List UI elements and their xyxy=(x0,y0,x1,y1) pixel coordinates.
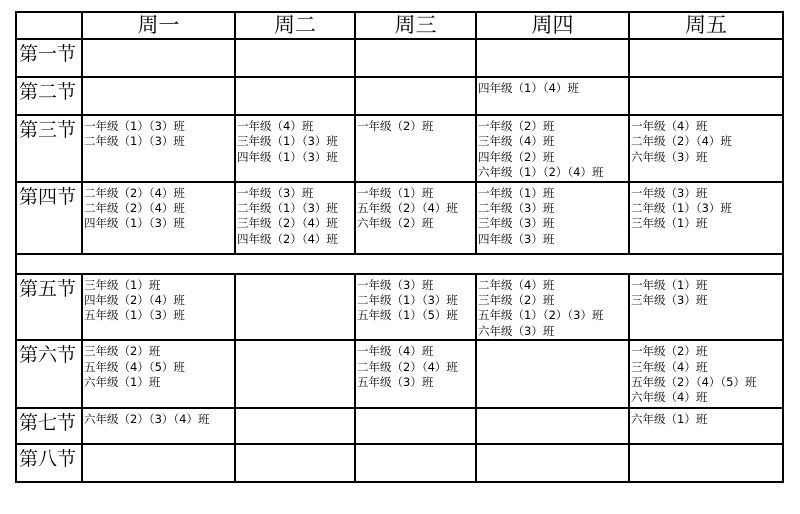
class-entry: 五年级（4）（5）班 xyxy=(84,359,185,374)
timetable xyxy=(15,11,784,483)
schedule-cell-wed xyxy=(355,115,476,182)
class-entry: 六年级（2）（3）（4）班 xyxy=(84,412,210,427)
period-label: 第四节 xyxy=(16,182,82,254)
class-entry: 三年级（3）班 xyxy=(631,293,708,308)
table-row xyxy=(16,77,783,115)
class-entry: 五年级（1）（3）班 xyxy=(84,308,185,323)
class-entry: 三年级（2）班 xyxy=(84,344,161,359)
class-entry: 四年级（2）（4）班 xyxy=(84,293,185,308)
schedule-cell-thu xyxy=(476,182,629,254)
class-entry: 六年级（4）班 xyxy=(631,390,708,405)
day-header-fri: 周五 xyxy=(629,12,783,39)
class-entry: 四年级（1）（3）班 xyxy=(237,149,338,164)
schedule-cell-fri xyxy=(629,77,783,115)
class-entry: 一年级（2）班 xyxy=(357,119,434,133)
schedule-cell-tue xyxy=(235,340,355,408)
schedule-cell-wed xyxy=(355,182,476,254)
schedule-cell-fri xyxy=(629,274,783,341)
schedule-cell-tue xyxy=(235,444,355,482)
class-entry: 二年级（2）（4）班 xyxy=(631,134,732,149)
schedule-cell-mon xyxy=(82,274,235,341)
class-entry: 二年级（2）（4）班 xyxy=(357,359,458,374)
class-entry: 四年级（1）（4）班 xyxy=(478,81,579,95)
class-entry: 六年级（1）班 xyxy=(84,375,161,390)
class-entry: 一年级（1）班 xyxy=(631,277,708,292)
class-entry: 六年级（3）班 xyxy=(631,149,708,164)
schedule-cell-thu xyxy=(476,39,629,77)
class-entry: 二年级（1）（3）班 xyxy=(84,134,185,149)
schedule-cell-thu xyxy=(476,115,629,182)
schedule-cell-thu xyxy=(476,408,629,444)
table-row xyxy=(16,182,783,254)
break-cell xyxy=(16,254,783,274)
class-entry: 三年级（1）（3）班 xyxy=(237,134,338,149)
class-entry: 一年级（1）（3）班 xyxy=(84,119,185,133)
class-entry: 一年级（3）班 xyxy=(631,185,708,200)
period-label: 第五节 xyxy=(16,274,82,341)
table-row xyxy=(16,39,783,77)
schedule-cell-tue xyxy=(235,39,355,77)
class-entry: 五年级（1）（2）（3）班 xyxy=(478,308,604,323)
class-entry: 六年级（1）班 xyxy=(631,412,708,427)
class-entry: 一年级（4）班 xyxy=(357,344,434,359)
class-entry: 一年级（1）班 xyxy=(478,185,555,200)
table-row xyxy=(16,444,783,482)
break-row xyxy=(16,254,783,274)
schedule-cell-thu xyxy=(476,444,629,482)
schedule-cell-thu xyxy=(476,77,629,115)
period-label: 第七节 xyxy=(16,408,82,444)
class-entry: 五年级（2）（4）班 xyxy=(357,201,458,216)
schedule-cell-mon xyxy=(82,77,235,115)
class-entry: 四年级（3）班 xyxy=(478,231,555,246)
class-entry: 二年级（3）班 xyxy=(478,201,555,216)
timetable-body xyxy=(16,39,783,482)
schedule-cell-wed xyxy=(355,408,476,444)
class-entry: 六年级（2）班 xyxy=(357,216,434,231)
class-entry: 六年级（1）（2）（4）班 xyxy=(478,165,604,180)
header-row xyxy=(16,12,783,39)
schedule-cell-tue xyxy=(235,77,355,115)
schedule-cell-wed xyxy=(355,444,476,482)
schedule-cell-fri xyxy=(629,444,783,482)
schedule-cell-tue xyxy=(235,182,355,254)
schedule-cell-mon xyxy=(82,444,235,482)
table-row xyxy=(16,408,783,444)
day-header-thu: 周四 xyxy=(476,12,629,39)
schedule-cell-fri xyxy=(629,182,783,254)
schedule-cell-thu xyxy=(476,340,629,408)
schedule-cell-mon xyxy=(82,115,235,182)
class-entry: 二年级（2）（4）班 xyxy=(84,201,185,216)
class-entry: 一年级（2）班 xyxy=(478,119,555,133)
table-row xyxy=(16,115,783,182)
schedule-cell-thu xyxy=(476,274,629,341)
schedule-cell-mon xyxy=(82,340,235,408)
period-label: 第二节 xyxy=(16,77,82,115)
class-entry: 三年级（3）班 xyxy=(478,216,555,231)
class-entry: 二年级（4）班 xyxy=(478,277,555,292)
class-entry: 一年级（2）班 xyxy=(631,344,708,359)
class-entry: 二年级（1）（3）班 xyxy=(357,293,458,308)
class-entry: 三年级（4）班 xyxy=(631,359,708,374)
day-header-tue: 周二 xyxy=(235,12,355,39)
class-entry: 一年级（1）班 xyxy=(357,185,434,200)
schedule-cell-wed xyxy=(355,340,476,408)
class-entry: 五年级（3）班 xyxy=(357,375,434,390)
table-row xyxy=(16,340,783,408)
schedule-cell-fri xyxy=(629,340,783,408)
schedule-cell-mon xyxy=(82,182,235,254)
schedule-cell-mon xyxy=(82,39,235,77)
class-entry: 四年级（2）班 xyxy=(478,149,555,164)
class-entry: 三年级（2）班 xyxy=(478,293,555,308)
schedule-cell-tue xyxy=(235,274,355,341)
period-label: 第一节 xyxy=(16,39,82,77)
schedule-cell-fri xyxy=(629,408,783,444)
schedule-cell-tue xyxy=(235,115,355,182)
schedule-cell-tue xyxy=(235,408,355,444)
class-entry: 三年级（1）班 xyxy=(631,216,708,231)
class-entry: 三年级（2）（4）班 xyxy=(237,216,338,231)
period-label: 第八节 xyxy=(16,444,82,482)
class-entry: 四年级（1）（3）班 xyxy=(84,216,185,231)
period-label: 第三节 xyxy=(16,115,82,182)
period-label: 第六节 xyxy=(16,340,82,408)
class-entry: 一年级（4）班 xyxy=(631,119,708,133)
schedule-cell-fri xyxy=(629,39,783,77)
class-entry: 五年级（2）（4）（5）班 xyxy=(631,375,757,390)
class-entry: 三年级（1）班 xyxy=(84,277,161,292)
class-entry: 五年级（1）（5）班 xyxy=(357,308,458,323)
day-header-wed: 周三 xyxy=(355,12,476,39)
class-entry: 三年级（4）班 xyxy=(478,134,555,149)
schedule-cell-fri xyxy=(629,115,783,182)
table-row xyxy=(16,274,783,341)
class-entry: 二年级（1）（3）班 xyxy=(631,201,732,216)
schedule-cell-mon xyxy=(82,408,235,444)
class-entry: 四年级（2）（4）班 xyxy=(237,231,338,246)
class-entry: 一年级（4）班 xyxy=(237,119,314,133)
class-entry: 一年级（3）班 xyxy=(237,185,314,200)
class-entry: 六年级（3）班 xyxy=(478,323,555,338)
class-entry: 一年级（3）班 xyxy=(357,277,434,292)
class-entry: 二年级（2）（4）班 xyxy=(84,185,185,200)
corner-cell xyxy=(16,12,82,39)
schedule-cell-wed xyxy=(355,77,476,115)
schedule-cell-wed xyxy=(355,274,476,341)
day-header-mon: 周一 xyxy=(82,12,235,39)
class-entry: 二年级（1）（3）班 xyxy=(237,201,338,216)
schedule-cell-wed xyxy=(355,39,476,77)
